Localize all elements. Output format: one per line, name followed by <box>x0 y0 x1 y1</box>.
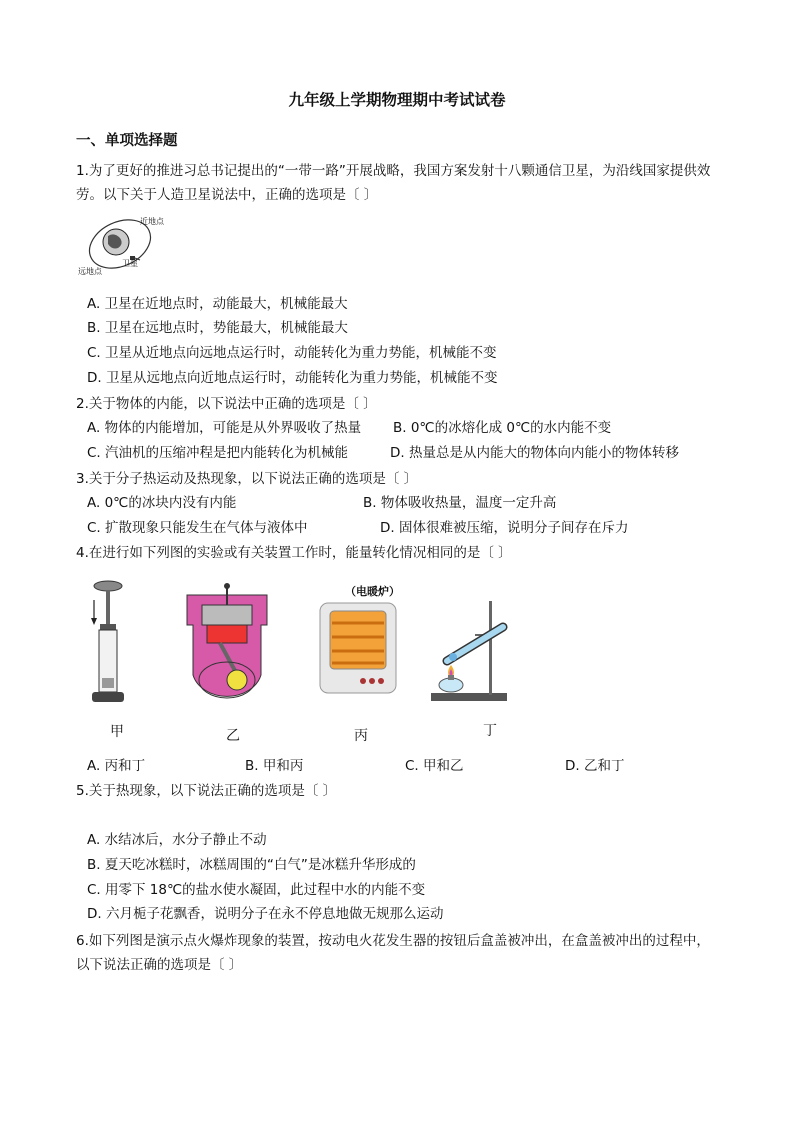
figure-jia-compression-tube <box>88 578 128 708</box>
question-1-stem: 1.为了更好的推进习总书记提出的“一带一路”开展战略，我国方案发射十八颗通信卫星，为沿线国家提供效劳。以下关于人造卫星说法中，正确的选项是〔 〕 <box>76 163 711 203</box>
q2-option-c[interactable]: C. 汽油机的压缩冲程是把内能转化为机械能 <box>87 445 349 461</box>
question-6-stem: 6.如下列图是演示点火爆炸现象的装置，按动电火花发生器的按钮后盒盖被冲出，在盒盖被冲出的过程中，以下说法正确的选项是〔 〕 <box>76 933 710 973</box>
q3-option-b[interactable]: B. 物体吸收热量，温度一定升高 <box>363 495 557 511</box>
figure-ding-test-tube-stand <box>427 597 512 707</box>
q3-option-a[interactable]: A. 0℃的冰块内没有内能 <box>87 495 237 511</box>
q2-option-d[interactable]: D. 热量总是从内能大的物体向内能小的物体转移 <box>390 445 679 461</box>
q3-option-d[interactable]: D. 固体很难被压缩，说明分子间存在斥力 <box>380 520 629 536</box>
q2-option-b[interactable]: B. 0℃的冰熔化成 0℃的水内能不变 <box>393 420 612 436</box>
figure-bing-electric-heater <box>318 601 398 696</box>
q5-option-d[interactable]: D. 六月栀子花飘香，说明分子在永不停息地做无规那么运动 <box>87 906 444 922</box>
q1-option-d[interactable]: D. 卫星从远地点向近地点运行时，动能转化为重力势能，机械能不变 <box>87 370 498 386</box>
q5-option-a[interactable]: A. 水结冰后，水分子静止不动 <box>87 832 267 848</box>
near-point-label: 近地点 <box>140 217 164 226</box>
figure-label-bing: 丙 <box>354 728 368 744</box>
figure-label-jia: 甲 <box>110 724 124 740</box>
heater-caption: （电暖炉） <box>345 585 400 598</box>
q1-option-c[interactable]: C. 卫星从近地点向远地点运行时，动能转化为重力势能，机械能不变 <box>87 345 497 361</box>
q1-option-a[interactable]: A. 卫星在近地点时，动能最大，机械能最大 <box>87 296 348 312</box>
figure-label-ding: 丁 <box>483 723 497 739</box>
far-point-label: 远地点 <box>78 267 102 276</box>
page-title: 九年级上学期物理期中考试试卷 <box>288 91 506 109</box>
question-2-stem: 2.关于物体的内能，以下说法中正确的选项是〔 〕 <box>76 396 377 412</box>
figure-label-yi: 乙 <box>226 728 240 744</box>
q3-option-c[interactable]: C. 扩散现象只能发生在气体与液体中 <box>87 520 308 536</box>
q4-option-b[interactable]: B. 甲和丙 <box>245 758 304 774</box>
question-4-stem: 4.在进行如下列图的实验或有关装置工作时，能量转化情况相同的是〔 〕 <box>76 545 512 561</box>
q4-option-c[interactable]: C. 甲和乙 <box>405 758 464 774</box>
q4-option-a[interactable]: A. 丙和丁 <box>87 758 146 774</box>
q5-option-b[interactable]: B. 夏天吃冰糕时，冰糕周围的“白气”是冰糕升华形成的 <box>87 857 416 873</box>
section-heading: 一、单项选择题 <box>76 133 178 149</box>
q5-option-c[interactable]: C. 用零下 18℃的盐水使水凝固，此过程中水的内能不变 <box>87 882 426 898</box>
question-3-stem: 3.关于分子热运动及热现象，以下说法正确的选项是〔 〕 <box>76 471 418 487</box>
q2-option-a[interactable]: A. 物体的内能增加，可能是从外界吸收了热量 <box>87 420 362 436</box>
satellite-label: 卫星 <box>122 259 138 268</box>
question-5-stem: 5.关于热现象，以下说法正确的选项是〔 〕 <box>76 783 337 799</box>
figure-yi-engine-cylinder <box>182 580 272 705</box>
q1-option-b[interactable]: B. 卫星在远地点时，势能最大，机械能最大 <box>87 320 348 336</box>
q4-option-d[interactable]: D. 乙和丁 <box>565 758 625 774</box>
